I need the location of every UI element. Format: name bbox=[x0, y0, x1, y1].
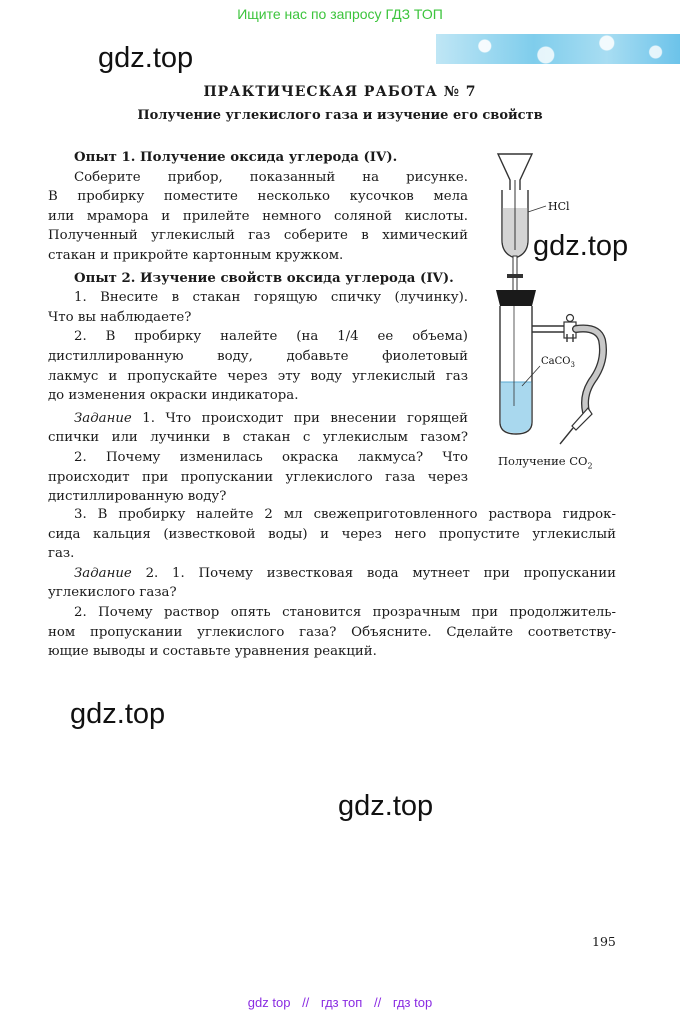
text-line: дистиллированную воду, добавьте фиолетовый bbox=[48, 348, 468, 364]
watermark: gdz.top bbox=[70, 698, 166, 730]
ice-banner-image bbox=[436, 34, 680, 64]
footer-links bbox=[0, 995, 680, 1010]
page-number: 195 bbox=[592, 934, 616, 949]
caco3-label: CaCO$_3$ bbox=[541, 356, 575, 369]
page-subtitle: Получение углекислого газа и изучение его свойств bbox=[137, 108, 543, 123]
stopcock bbox=[507, 274, 523, 278]
task-label: Задание bbox=[74, 410, 132, 426]
text-line: лакмус и пропускайте через эту воду углекислый газ bbox=[48, 368, 468, 384]
text-line: до изменения окраски индикатора. bbox=[48, 388, 299, 404]
experiment-1-heading: Опыт 1. Получение оксида углерода (IV). bbox=[74, 150, 398, 165]
co2-apparatus-figure bbox=[470, 150, 620, 450]
text-line: сида кальция (известковой воды) и через него пропустите углекислый bbox=[48, 526, 616, 542]
watermark: gdz.top bbox=[98, 42, 194, 74]
footer-link[interactable]: гдз top bbox=[392, 995, 433, 1010]
text-line: ном пропускании углекислого газа? Объясните. Сделайте соответству- bbox=[48, 624, 616, 640]
task-2-line: Задание 2. 1. Почему известковая вода мутнеет при пропускании bbox=[74, 565, 616, 581]
watermark: gdz.top bbox=[338, 790, 434, 822]
task-1-line: Задание 1. Что происходит при внесении горящей bbox=[74, 410, 468, 426]
text-line: В пробирку поместите несколько кусочков мела bbox=[48, 189, 468, 205]
text-line: 2. В пробирку налейте (на 1/4 ее объема) bbox=[74, 329, 468, 345]
text-line: стакан и прикройте картонным кружком. bbox=[48, 247, 344, 263]
reaction-liquid bbox=[501, 382, 532, 433]
footer-link[interactable]: гдз топ bbox=[320, 995, 363, 1010]
footer-link[interactable]: gdz top bbox=[247, 995, 291, 1010]
text-line: 2. Почему раствор опять становится прозрачным при продолжитель- bbox=[74, 604, 616, 620]
page-title: ПРАКТИЧЕСКАЯ РАБОТА № 7 bbox=[203, 84, 477, 100]
text-line: Полученный углекислый газ соберите в химический bbox=[48, 228, 468, 244]
text-line: или мрамора и прилейте немного соляной кислоты. bbox=[48, 208, 468, 224]
text-line: происходит при пропускании углекислого газа через bbox=[48, 469, 468, 485]
experiment-2-heading: Опыт 2. Изучение свойств оксида углерода (IV). bbox=[74, 270, 454, 286]
hcl-pointer bbox=[528, 206, 546, 212]
text-line: 3. В пробирку налейте 2 мл свежеприготовленного раствора гидрок- bbox=[74, 507, 616, 522]
text-line: дистиллированную воду? bbox=[48, 489, 227, 505]
column-text bbox=[48, 148, 468, 507]
hcl-label: HCl bbox=[548, 200, 570, 213]
rubber-stopper bbox=[496, 290, 536, 306]
text-line: углекислого газа? bbox=[48, 585, 177, 601]
footer-separator: // bbox=[373, 995, 382, 1010]
text-line: спички или лучинки в стакан с углекислым газом? bbox=[48, 430, 468, 446]
text-line: Что вы наблюдаете? bbox=[48, 309, 192, 325]
figure-caption: Получение $CO_2$ bbox=[498, 454, 593, 471]
text-line: 1. Внесите в стакан горящую спичку (лучинку). bbox=[74, 290, 468, 306]
task-label: Задание bbox=[74, 565, 132, 581]
text-line: Соберите прибор, показанный на рисунке. bbox=[74, 169, 468, 185]
watermark: gdz.top bbox=[533, 230, 629, 262]
text-line: газ. bbox=[48, 546, 75, 562]
text-line: ющие выводы и составьте уравнения реакций. bbox=[48, 644, 377, 660]
footer-separator: // bbox=[302, 995, 310, 1010]
outlet-tip bbox=[560, 428, 573, 444]
clamp-screw bbox=[567, 315, 574, 322]
text-line: 2. Почему изменилась окраска лакмуса? Что bbox=[74, 449, 468, 465]
header-search-link[interactable]: Ищите нас по запросу ГДЗ ТОП bbox=[237, 6, 443, 22]
full-width-text bbox=[48, 505, 616, 662]
